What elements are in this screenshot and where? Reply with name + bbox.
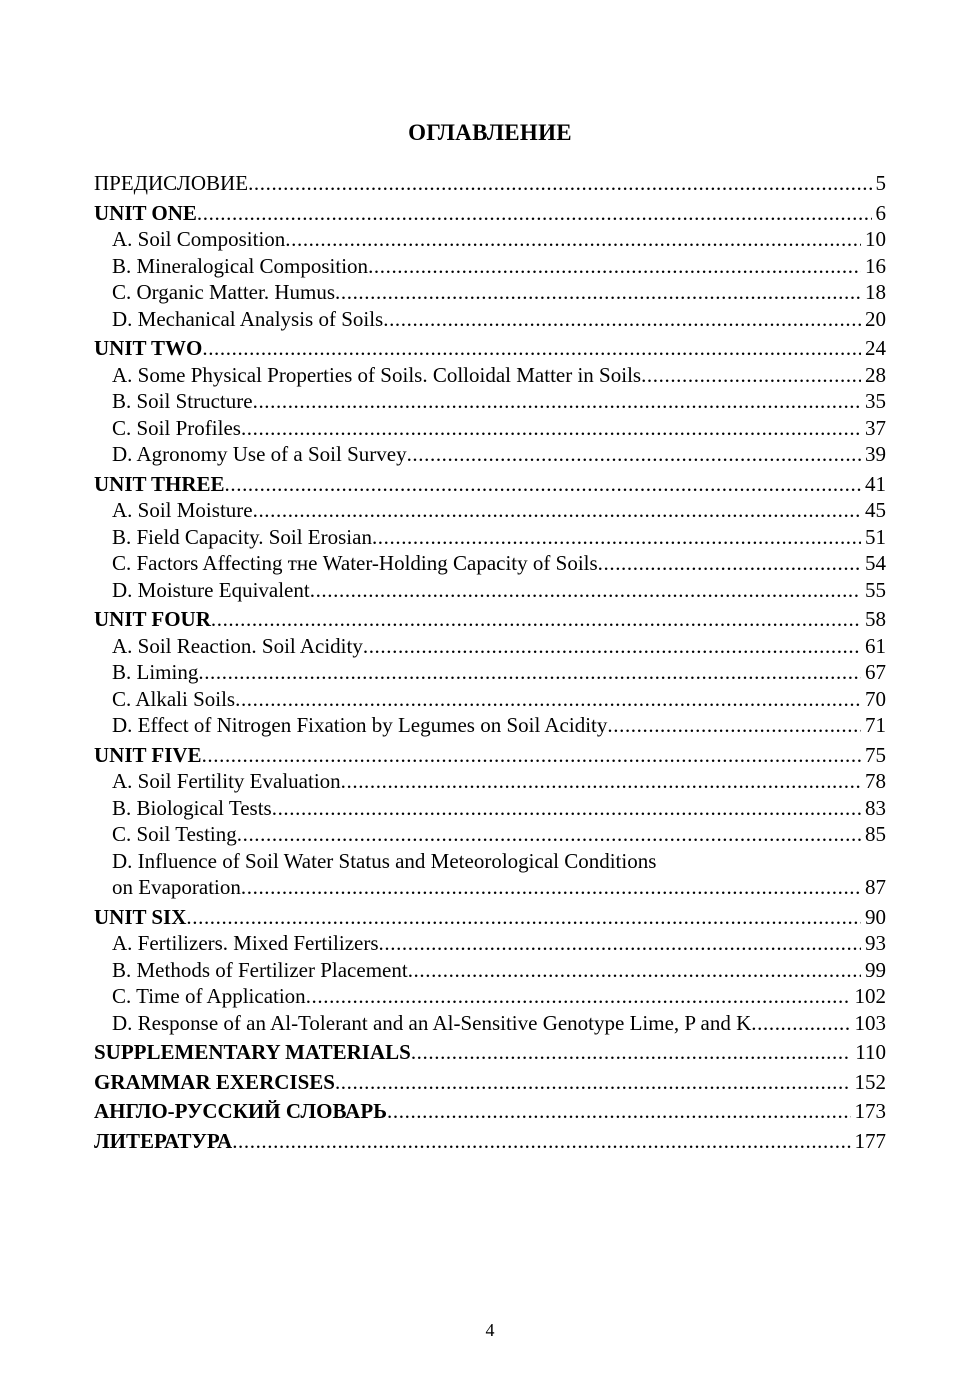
toc-entry-page: 75: [865, 742, 886, 767]
toc-entry-label: D. Mechanical Analysis of Soils: [112, 306, 384, 331]
toc-entry-label: A. Soil Composition: [112, 227, 286, 251]
toc-entry[interactable]: [94, 686, 886, 713]
toc-entry-label: D. Moisture Equivalent: [112, 577, 310, 602]
toc-entry-label: UNIT FOUR: [94, 607, 211, 631]
toc-entry-page: 90: [865, 904, 886, 929]
toc-entry-page: 5: [875, 171, 886, 195]
toc-entry-label: C. Factors Affecting тне Water-Holding Capacity of Soils: [112, 551, 598, 575]
dot-leader: [372, 524, 861, 551]
toc-entry-label: B. Methods of Fertilizer Placement: [112, 957, 408, 982]
toc-entry-label: D. Effect of Nitrogen Fixation by Legumes on Soil Acidity: [112, 713, 608, 737]
toc-entry[interactable]: [94, 659, 886, 686]
toc-entry-page: 45: [865, 498, 886, 522]
dot-leader: [232, 1128, 850, 1155]
toc-entry-page: 6: [875, 200, 886, 225]
toc-entry-label: B. Mineralogical Composition: [112, 253, 369, 278]
dot-leader: [379, 930, 861, 957]
dot-leader: [341, 768, 861, 795]
toc-entry-page: 93: [865, 931, 886, 955]
dot-leader: [310, 577, 861, 604]
toc-section-entry[interactable]: [94, 742, 886, 769]
toc-entry-page: 85: [865, 822, 886, 846]
dot-leader: [363, 633, 861, 660]
dot-leader: [253, 497, 861, 524]
toc-section-entry[interactable]: [94, 471, 886, 498]
dot-leader: [202, 742, 861, 769]
toc-entry-page: 173: [854, 1099, 886, 1123]
toc-entry-page: 110: [855, 1040, 886, 1064]
toc-entry-page: 41: [865, 471, 886, 496]
toc-section-entry[interactable]: [94, 1128, 886, 1155]
toc-entry-page: 58: [865, 607, 886, 631]
dot-leader: [211, 606, 861, 633]
toc-entry-page: 28: [865, 362, 886, 387]
toc-entry[interactable]: [94, 1010, 886, 1037]
toc-entry-page: 16: [865, 253, 886, 278]
toc-entry-page: 35: [865, 389, 886, 413]
toc-entry[interactable]: [94, 441, 886, 468]
toc-section-entry[interactable]: [94, 904, 886, 931]
toc-entry[interactable]: [94, 821, 886, 848]
toc-entry-label: UNIT TWO: [94, 336, 203, 360]
toc-entry-page: 83: [865, 795, 886, 820]
toc-entry-label: SUPPLEMENTARY MATERIALS: [94, 1040, 411, 1064]
dot-leader: [751, 1010, 850, 1037]
toc-entry[interactable]: [94, 874, 886, 901]
toc-entry-page: 37: [865, 415, 886, 440]
dot-leader: [197, 200, 872, 227]
dot-leader: [387, 1098, 850, 1125]
toc-entry-label: UNIT FIVE: [94, 742, 202, 767]
toc-entry-page: 10: [865, 227, 886, 251]
toc-entry-label: ПРЕДИСЛОВИЕ: [94, 171, 249, 195]
dot-leader: [241, 874, 861, 901]
toc-entry[interactable]: [94, 306, 886, 333]
toc-entry[interactable]: [94, 930, 886, 957]
toc-entry[interactable]: [94, 577, 886, 604]
dot-leader: [272, 795, 861, 822]
toc-entry-label: B. Soil Structure: [112, 389, 253, 413]
dot-leader: [285, 226, 861, 253]
toc-entry-label-line2: on Evaporation: [112, 875, 241, 899]
dot-leader: [235, 686, 861, 713]
dot-leader: [368, 253, 861, 280]
dot-leader: [253, 388, 861, 415]
toc-entry-label: D. Response of an Al-Tolerant and an Al-Sensitive Genotype Lime, P and K: [112, 1010, 752, 1035]
toc-entry[interactable]: [94, 415, 886, 442]
toc-section-entry[interactable]: [94, 1039, 886, 1066]
toc-entry-label: B. Biological Tests: [112, 795, 272, 820]
toc-entry[interactable]: [94, 983, 886, 1010]
toc-entry-label: ЛИТЕРАТУРА: [94, 1128, 233, 1153]
toc-entry-page: 71: [865, 713, 886, 737]
toc-entry-page: 18: [865, 280, 886, 304]
toc-entry-label: B. Liming: [112, 660, 199, 684]
toc-entry-page: 54: [865, 551, 886, 575]
toc-entry-page: 78: [865, 769, 886, 793]
toc-entry-label: A. Soil Reaction. Soil Acidity: [112, 633, 363, 658]
toc-section-entry[interactable]: [94, 1069, 886, 1096]
dot-leader: [335, 279, 861, 306]
dot-leader: [408, 957, 861, 984]
toc-entry-label: C. Soil Profiles: [112, 415, 241, 440]
dot-leader: [306, 983, 851, 1010]
toc-entry-page: 67: [865, 660, 886, 684]
toc-entry-page: 39: [865, 442, 886, 466]
toc-entry-label-line1: D. Influence of Soil Water Status and Meteorological Conditions: [112, 848, 657, 873]
dot-leader: [598, 550, 861, 577]
toc-section-entry[interactable]: [94, 606, 886, 633]
toc-entry[interactable]: [94, 795, 886, 822]
page-number: 4: [485, 1320, 495, 1340]
toc-entry-label: A. Soil Fertility Evaluation: [112, 769, 341, 793]
toc-entry[interactable]: [94, 497, 886, 524]
toc-entry-label: C. Organic Matter. Humus: [112, 280, 336, 304]
toc-entry[interactable]: [94, 550, 886, 577]
toc-entry[interactable]: [94, 957, 886, 984]
toc-entry-page: 55: [865, 577, 886, 602]
toc-entry-page: 61: [865, 633, 886, 658]
dot-leader: [186, 904, 861, 931]
page-title: ОГЛАВЛЕНИЕ: [408, 120, 572, 145]
toc-entry-page: 87: [865, 875, 886, 899]
toc-section-entry[interactable]: [94, 335, 886, 362]
toc-entry-page: 99: [865, 957, 886, 982]
toc-entry[interactable]: [94, 279, 886, 306]
dot-leader: [241, 415, 861, 442]
toc-entry-page: 20: [865, 306, 886, 331]
toc-entry-label: C. Soil Testing: [112, 822, 237, 846]
dot-leader: [383, 306, 861, 333]
toc-entry-label: АНГЛО-РУССКИЙ СЛОВАРЬ: [94, 1099, 388, 1123]
toc-entry[interactable]: [94, 226, 886, 253]
toc-entry-label: A. Soil Moisture: [112, 498, 253, 522]
toc-entry-label: C. Alkali Soils: [112, 686, 236, 711]
toc-entry-label: UNIT THREE: [94, 471, 225, 496]
toc-entry-page: 51: [865, 524, 886, 549]
dot-leader: [411, 1039, 851, 1066]
toc-entry[interactable]: [94, 712, 886, 739]
toc-entry-page: 24: [865, 336, 886, 360]
toc-entry-page: 103: [854, 1010, 886, 1035]
dot-leader: [202, 335, 861, 362]
toc-entry[interactable]: [94, 388, 886, 415]
toc-entry-label: UNIT SIX: [94, 904, 187, 929]
dot-leader: [225, 471, 861, 498]
toc-entry-page: 70: [865, 686, 886, 711]
toc-entry[interactable]: [94, 633, 886, 660]
toc-entry-label: C. Time of Application: [112, 984, 306, 1008]
toc-section-entry[interactable]: [94, 200, 886, 227]
toc-entry-label: D. Agronomy Use of a Soil Survey: [112, 442, 407, 466]
toc-entry-label: A. Fertilizers. Mixed Fertilizers: [112, 931, 379, 955]
toc-section-entry[interactable]: [94, 170, 886, 197]
toc-entry-page: 152: [854, 1069, 886, 1094]
toc-entry-label: GRAMMAR EXERCISES: [94, 1069, 335, 1094]
dot-leader: [641, 362, 861, 389]
toc-entry-label: UNIT ONE: [94, 200, 197, 225]
toc-entry[interactable]: [94, 362, 886, 389]
dot-leader: [607, 712, 861, 739]
dot-leader: [198, 659, 861, 686]
dot-leader: [237, 821, 861, 848]
toc-entry-page: 102: [854, 984, 886, 1008]
toc-entry[interactable]: [94, 524, 886, 551]
toc-entry-label: B. Field Capacity. Soil Erosian: [112, 524, 372, 549]
dot-leader: [407, 441, 861, 468]
toc-entry[interactable]: [94, 768, 886, 795]
table-of-contents: [94, 170, 886, 1154]
dot-leader: [248, 170, 871, 197]
toc-entry-page: 177: [854, 1128, 886, 1153]
toc-section-entry[interactable]: [94, 1098, 886, 1125]
toc-entry[interactable]: [94, 253, 886, 280]
dot-leader: [335, 1069, 851, 1096]
toc-entry-label: A. Some Physical Properties of Soils. Colloidal Matter in Soils: [112, 362, 642, 387]
